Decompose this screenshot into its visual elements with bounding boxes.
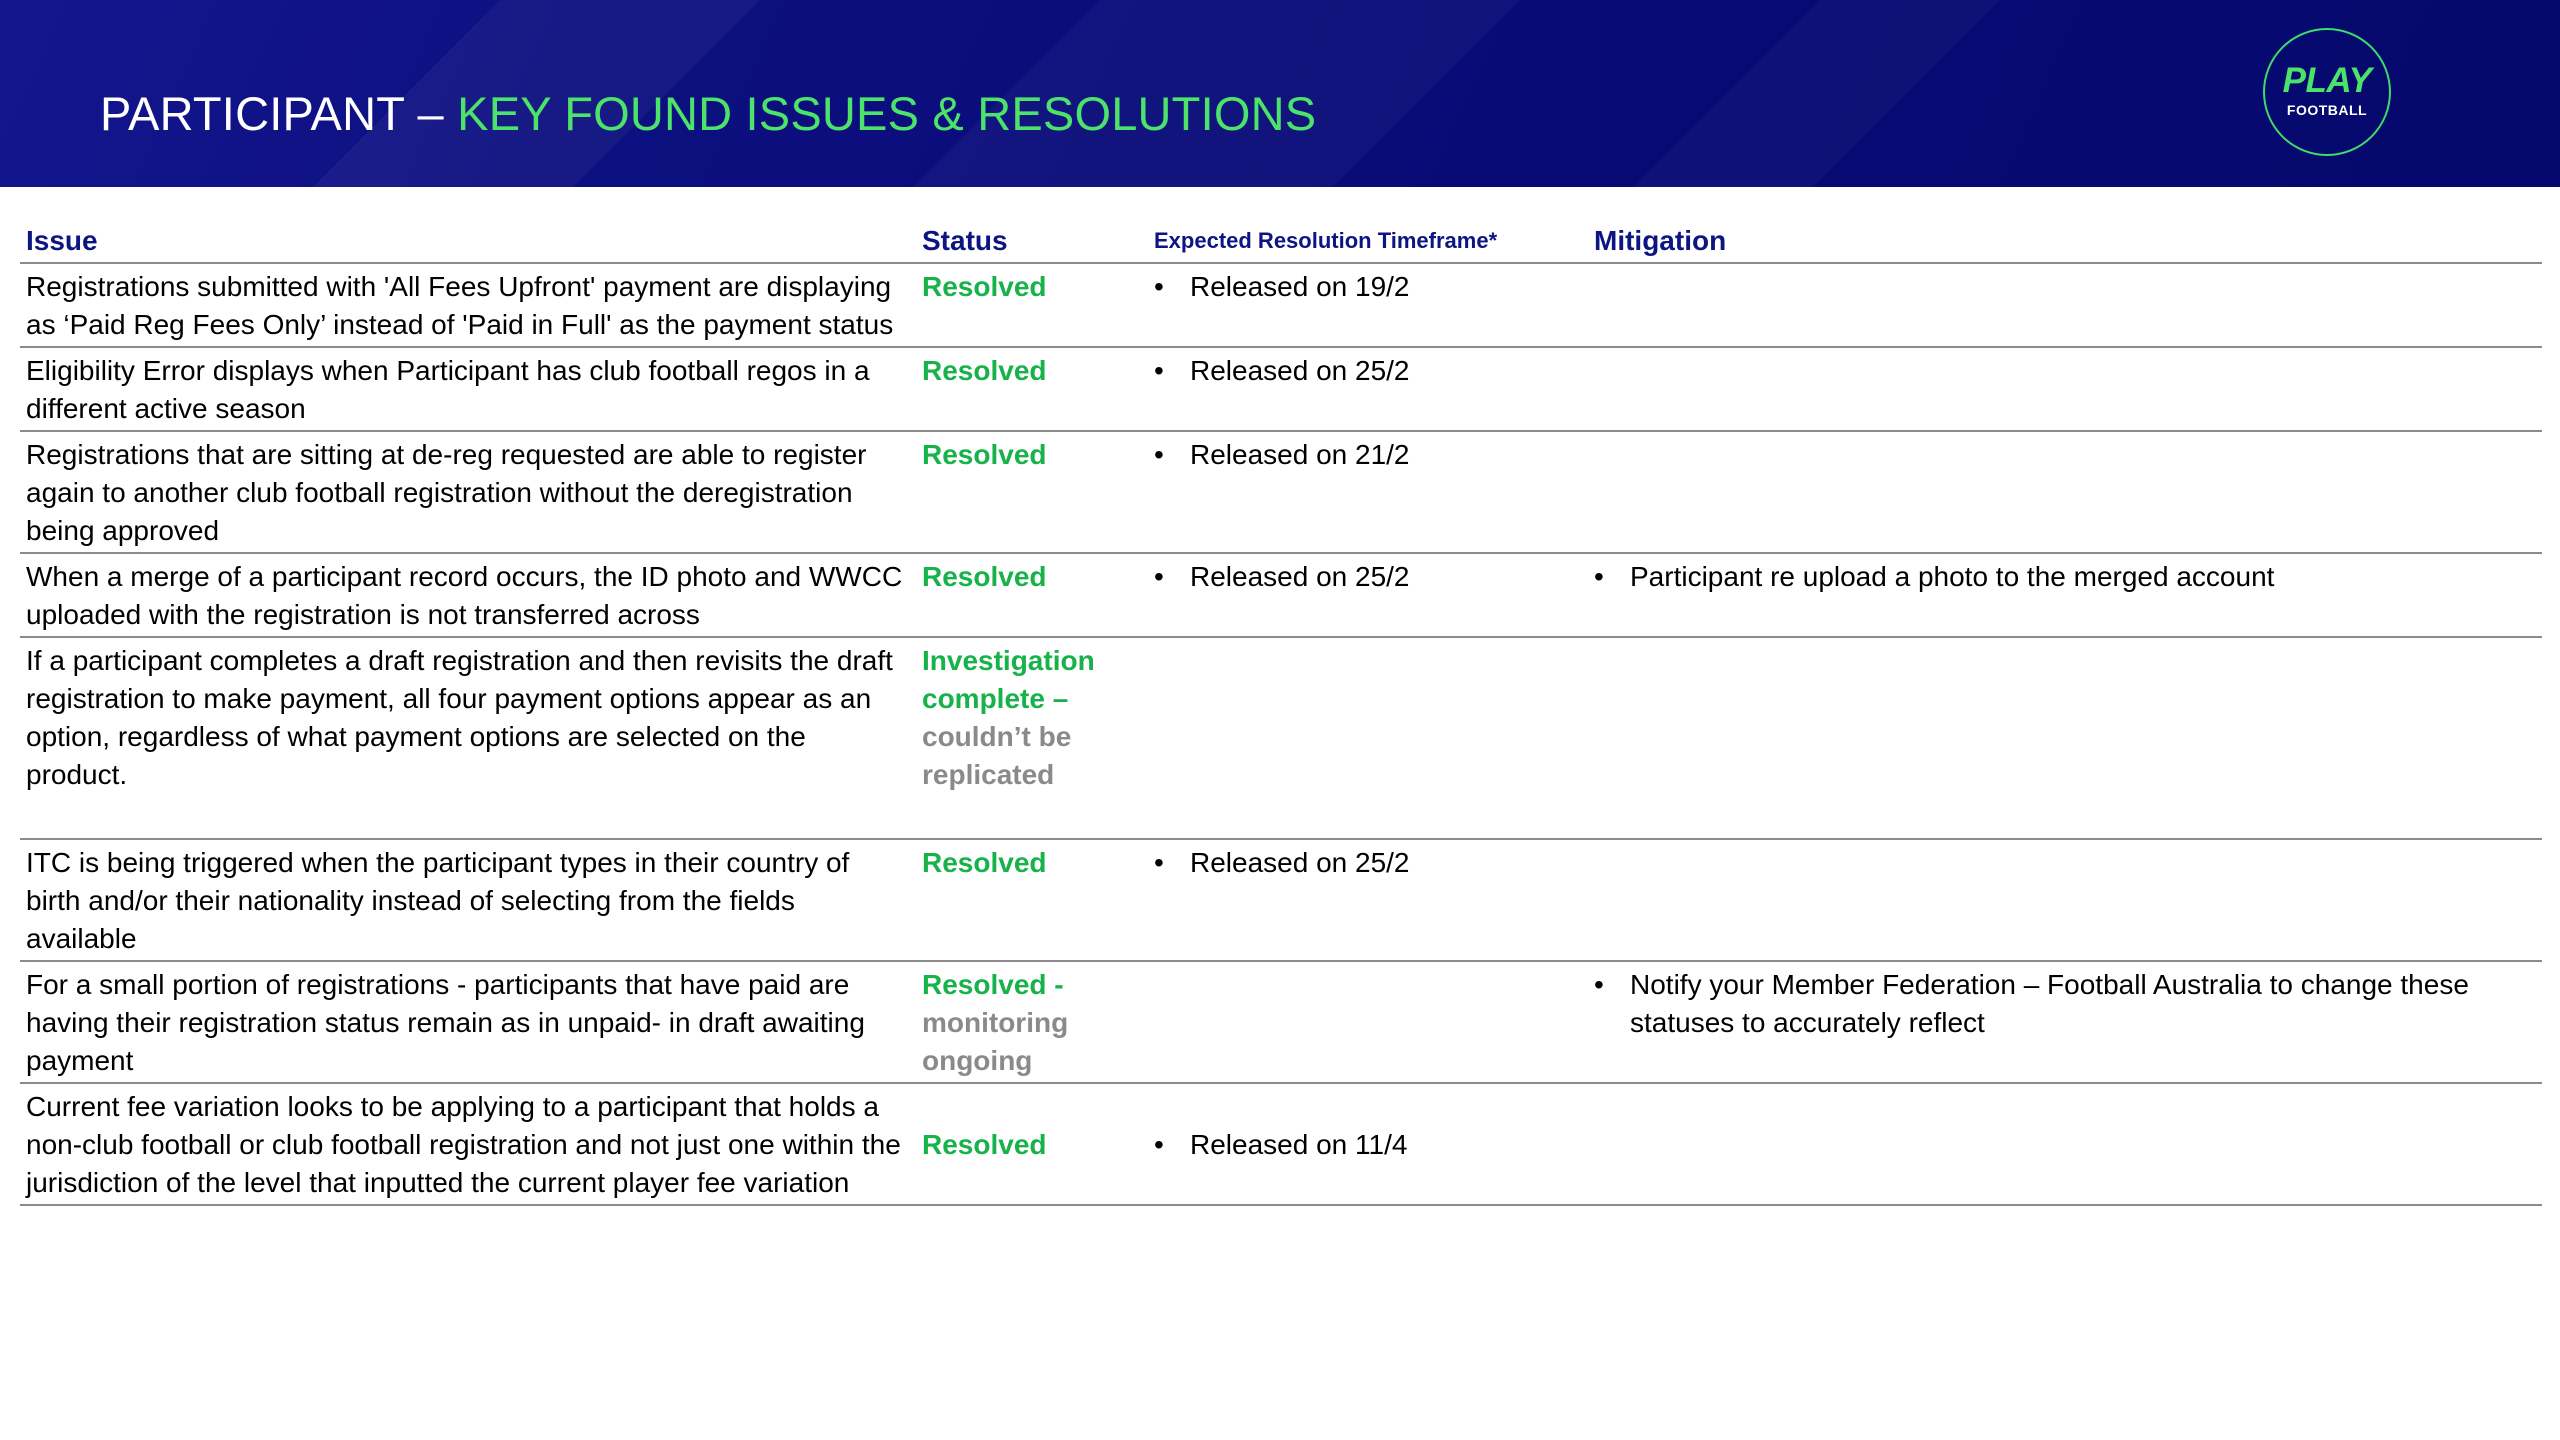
table-row xyxy=(20,553,2542,637)
mitigation-cell xyxy=(1588,637,2542,839)
issue-cell: Registrations that are sitting at de-reg requested are able to register again to another club football registration without the deregistration being approved xyxy=(20,431,916,553)
issue-cell: For a small portion of registrations - participants that have paid are having their registration status remain as in unpaid- in draft awaiting payment xyxy=(20,961,916,1083)
mitigation-cell xyxy=(1588,263,2542,347)
status-sub: monitoring ongoing xyxy=(922,1007,1069,1076)
status-cell xyxy=(916,961,1148,1083)
timeframe-cell xyxy=(1148,1083,1588,1205)
issue-cell: ITC is being triggered when the participant types in their country of birth and/or their nationality instead of selecting from the fields available xyxy=(20,839,916,961)
logo-text-football: FOOTBALL xyxy=(2286,102,2368,118)
status-cell xyxy=(916,637,1148,839)
table-row xyxy=(20,961,2542,1083)
issue-cell: Current fee variation looks to be applying to a participant that holds a non-club football or club football registration and not just one within the jurisdiction of the level that inputted the current player fee variation xyxy=(20,1083,916,1205)
column-header-mitigation: Mitigation xyxy=(1588,218,2542,263)
column-header-issue: Issue xyxy=(20,218,916,263)
column-header-timeframe: Expected Resolution Timeframe* xyxy=(1148,218,1588,263)
mitigation-cell xyxy=(1588,839,2542,961)
status-cell xyxy=(916,431,1148,553)
timeframe-item: • Released on 19/2 xyxy=(1190,268,1582,306)
mitigation-cell xyxy=(1588,347,2542,431)
mitigation-item: • Notify your Member Federation – Football Australia to change these statuses to accurately reflect xyxy=(1630,966,2536,1042)
status-main: Resolved xyxy=(922,355,1047,386)
timeframe-item: • Released on 25/2 xyxy=(1190,558,1582,596)
mitigation-cell xyxy=(1588,1083,2542,1205)
mitigation-item: • Participant re upload a photo to the merged account xyxy=(1630,558,2536,596)
header-decoration xyxy=(1540,0,2040,187)
mitigation-cell xyxy=(1588,553,2542,637)
play-football-logo xyxy=(2263,28,2391,156)
page-title xyxy=(100,82,1316,146)
timeframe-cell xyxy=(1148,263,1588,347)
status-main: Resolved xyxy=(922,1129,1047,1160)
issue-cell: Eligibility Error displays when Participant has club football regos in a different active season xyxy=(20,347,916,431)
status-main: Resolved xyxy=(922,561,1047,592)
status-sub: couldn’t be replicated xyxy=(922,721,1072,790)
timeframe-item: • Released on 21/2 xyxy=(1190,436,1582,474)
status-cell xyxy=(916,263,1148,347)
table-row xyxy=(20,1083,2542,1205)
status-cell xyxy=(916,347,1148,431)
table-header-row xyxy=(20,218,2542,263)
page-title-highlight: KEY FOUND ISSUES & RESOLUTIONS xyxy=(457,87,1317,140)
status-cell xyxy=(916,553,1148,637)
issues-table xyxy=(20,218,2542,1206)
timeframe-cell xyxy=(1148,637,1588,839)
table-row xyxy=(20,347,2542,431)
issue-cell: If a participant completes a draft registration and then revisits the draft registration to make payment, all four payment options appear as an option, regardless of what payment options are selected on the product. xyxy=(20,637,916,839)
timeframe-cell xyxy=(1148,431,1588,553)
timeframe-cell xyxy=(1148,347,1588,431)
status-main: Resolved xyxy=(922,271,1047,302)
timeframe-cell xyxy=(1148,961,1588,1083)
mitigation-cell xyxy=(1588,961,2542,1083)
logo-text-play: PLAY xyxy=(2282,61,2372,100)
header-banner xyxy=(0,0,2560,187)
status-main: Resolved xyxy=(922,439,1047,470)
status-cell xyxy=(916,1083,1148,1205)
timeframe-item: • Released on 25/2 xyxy=(1190,352,1582,390)
column-header-status: Status xyxy=(916,218,1148,263)
page-title-prefix: PARTICIPANT – xyxy=(100,87,458,140)
table-row xyxy=(20,637,2542,839)
status-main: Investigation complete – xyxy=(922,645,1095,714)
table-row xyxy=(20,263,2542,347)
status-cell xyxy=(916,839,1148,961)
issue-cell: When a merge of a participant record occurs, the ID photo and WWCC uploaded with the registration is not transferred across xyxy=(20,553,916,637)
issue-cell: Registrations submitted with 'All Fees Upfront' payment are displaying as ‘Paid Reg Fees Only’ instead of 'Paid in Full' as the payment status xyxy=(20,263,916,347)
status-main: Resolved xyxy=(922,847,1047,878)
timeframe-item: • Released on 25/2 xyxy=(1190,844,1582,882)
timeframe-cell xyxy=(1148,839,1588,961)
mitigation-cell xyxy=(1588,431,2542,553)
timeframe-cell xyxy=(1148,553,1588,637)
timeframe-item: • Released on 11/4 xyxy=(1190,1126,1582,1164)
table-row xyxy=(20,431,2542,553)
table-row xyxy=(20,839,2542,961)
status-main: Resolved - xyxy=(922,969,1064,1000)
